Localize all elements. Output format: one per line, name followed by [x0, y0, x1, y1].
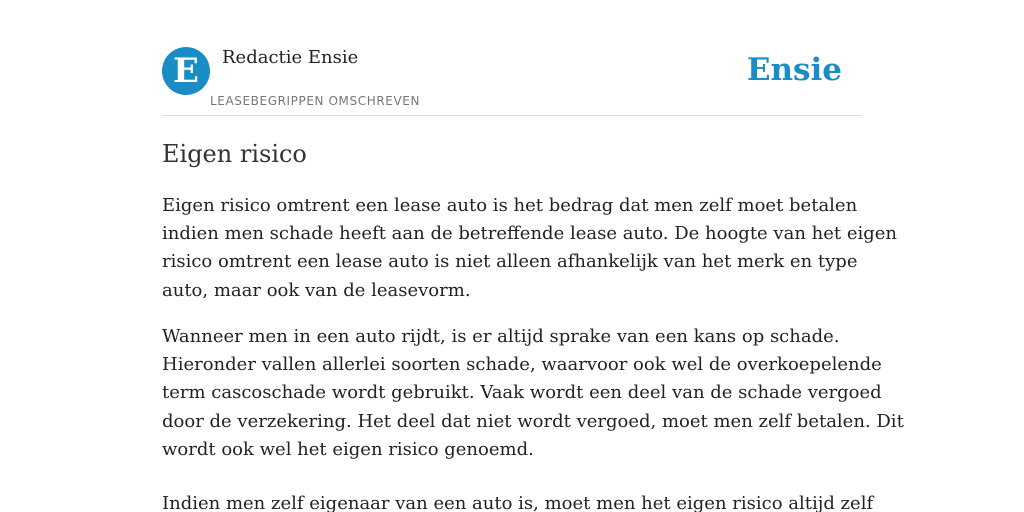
paragraph-line: Indien men zelf eigenaar van een auto is, moet men het eigen risico altijd zelf	[162, 493, 874, 512]
paragraph-2	[162, 323, 904, 464]
paragraph-line: auto, maar ook van de leasevorm.	[162, 279, 471, 301]
paragraph-line: wordt ook wel het eigen risico genoemd.	[162, 438, 534, 460]
brand-logo[interactable]: Ensie	[746, 52, 842, 88]
paragraph-line: door de verzekering. Het deel dat niet wordt vergoed, moet men zelf betalen. Dit	[162, 410, 904, 432]
paragraph-line: Wanneer men in een auto rijdt, is er altijd sprake van een kans op schade.	[162, 326, 840, 347]
paragraph-line: term cascoschade wordt gebruikt. Vaak wordt een deel van de schade vergoed	[162, 382, 882, 404]
article-title: Eigen risico	[162, 140, 307, 168]
paragraph-3	[162, 490, 874, 512]
author-name[interactable]: Redactie Ensie	[222, 47, 359, 68]
author-avatar[interactable]: E	[162, 47, 210, 95]
paragraph-line: risico omtrent een lease auto is niet alleen afhankelijk van het merk en type	[162, 251, 858, 273]
paragraph-line: indien men schade heeft aan de betreffende lease auto. De hoogte van het eigen	[162, 223, 898, 245]
paragraph-line: Hieronder vallen allerlei soorten schade, waarvoor ook wel de overkoepelende	[162, 354, 882, 376]
article-header	[162, 0, 862, 116]
article-container	[162, 0, 904, 512]
paragraph-1	[162, 192, 898, 305]
paragraph-line: Eigen risico omtrent een lease auto is het bedrag dat men zelf moet betalen	[162, 195, 858, 216]
category-label[interactable]: LEASEBEGRIPPEN OMSCHREVEN	[210, 94, 421, 108]
